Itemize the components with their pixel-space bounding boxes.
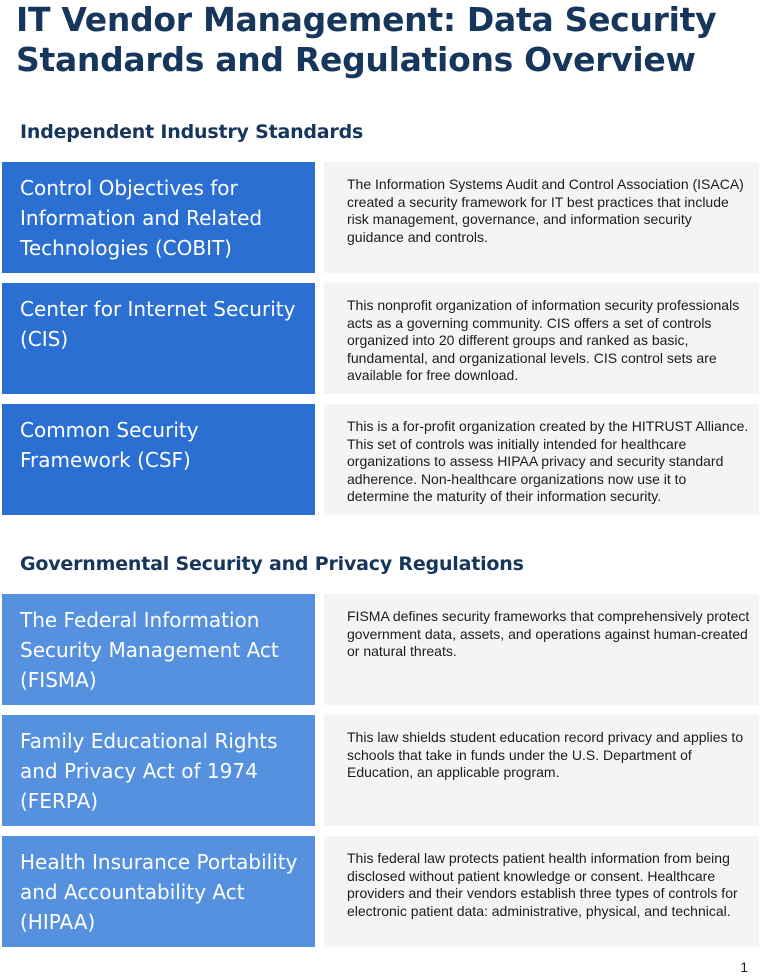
section-heading-industry-standards: Independent Industry Standards [20,121,364,143]
regulation-name: Health Insurance Portability and Accountability Act (HIPAA) [2,836,315,947]
regulation-name: Family Educational Rights and Privacy Act of 1974 (FERPA) [2,715,315,826]
regulation-row-ferpa [2,715,759,826]
page-title: IT Vendor Management: Data Security Standards and Regulations Overview [16,0,717,79]
standard-name: Control Objectives for Information and Related Technologies (COBIT) [2,162,315,273]
regulation-row-hipaa [2,836,759,947]
standard-description: This nonprofit organization of information security professionals acts as a governing community. CIS offers a set of controls organized into 20 different groups and ranked as basic, fundamental, and organizational levels. CIS control sets are available for free download. [324,283,759,394]
regulation-row-fisma [2,594,759,705]
regulation-description: This federal law protects patient health information from being disclosed without patient knowledge or consent. Healthcare providers and their vendors establish three types of controls for electronic patient data: administrative, physical, and technical. [324,836,759,947]
standard-row-cobit [2,162,759,273]
section-heading-governmental-regulations: Governmental Security and Privacy Regulations [20,553,524,575]
standard-row-csf [2,404,759,515]
standard-name: Common Security Framework (CSF) [2,404,315,515]
standard-description: The Information Systems Audit and Control Association (ISACA) created a security framework for IT best practices that include risk management, governance, and information security guidance and controls. [324,162,759,273]
standard-description: This is a for-profit organization created by the HITRUST Alliance. This set of controls was initially intended for healthcare organizations to assess HIPAA privacy and security standard adherence. Non-healthcare organizations now use it to determine the maturity of their information security. [324,404,759,515]
regulation-name: The Federal Information Security Management Act (FISMA) [2,594,315,705]
page-number: 1 [740,959,748,975]
standard-name: Center for Internet Security (CIS) [2,283,315,394]
regulation-description: This law shields student education record privacy and applies to schools that take in funds under the U.S. Department of Education, an applicable program. [324,715,759,826]
standard-row-cis [2,283,759,394]
regulation-description: FISMA defines security frameworks that comprehensively protect government data, assets, and operations against human-created or natural threats. [324,594,759,705]
